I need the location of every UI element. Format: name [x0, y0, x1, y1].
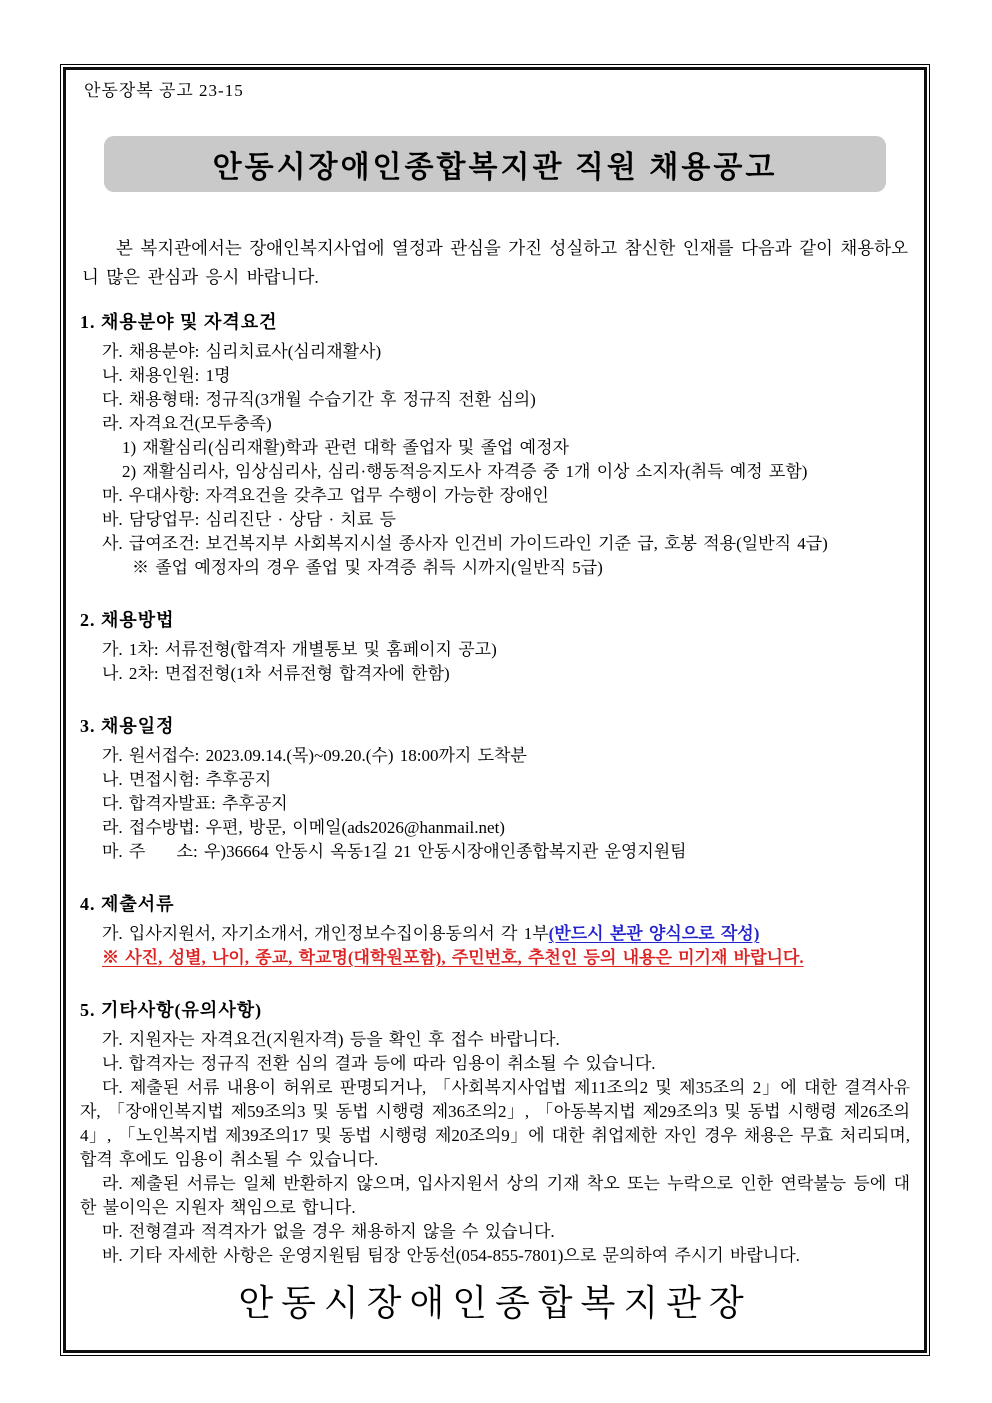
submission-docs-line — [102, 922, 910, 946]
section-recruitment-field — [80, 312, 910, 580]
section-recruitment-method — [80, 610, 910, 686]
section-submission-documents — [80, 894, 910, 970]
list-item-no-return: 라. 제출된 서류는 일체 반환하지 않으며, 입사지원서 상의 기재 착오 또는 누락으로 인한 연락불능 등에 대한 불이익은 지원자 책임으로 합니다. — [80, 1174, 910, 1217]
list-item-contact: 바. 기타 자세한 사항은 운영지원팀 팀장 안동선(054-855-7801)으로 문의하여 주시기 바랍니다. — [102, 1246, 800, 1265]
list-subitem: 1) 재활심리(심리재활)학과 관련 대학 졸업자 및 졸업 예정자 — [122, 438, 569, 457]
page-border — [60, 64, 930, 1356]
list-item: 가. 원서접수: 2023.09.14.(목)~09.20.(수) 18:00까지 도착분 — [102, 746, 527, 765]
list-item: 사. 급여조건: 보건복지부 사회복지시설 종사자 인건비 가이드라인 기준 급, 호봉 적용(일반직 4급) — [102, 534, 828, 553]
list-item-address: 마. 주 소: 우)36664 안동시 옥동1길 21 안동시장애인종합복지관 운영지원팀 — [102, 842, 687, 861]
list-item: 나. 합격자는 정규직 전환 심의 결과 등에 따라 임용이 취소될 수 있습니다. — [102, 1054, 656, 1073]
list-note: ※ 졸업 예정자의 경우 졸업 및 자격증 취득 시까지(일반직 5급) — [132, 558, 603, 577]
section-recruitment-schedule — [80, 716, 910, 864]
list-item: 마. 전형결과 적격자가 없을 경우 채용하지 않을 수 있습니다. — [102, 1222, 555, 1241]
doc-number: 안동장복 공고 23-15 — [84, 81, 244, 100]
section-2-heading: 2. 채용방법 — [80, 610, 175, 630]
section-1-heading: 1. 채용분야 및 자격요건 — [80, 312, 278, 332]
list-item: 라. 자격요건(모두충족) — [102, 414, 272, 433]
list-subitem: 2) 재활심리사, 임상심리사, 심리·행동적응지도사 자격증 중 1개 이상 소지자(취득 예정 포함) — [122, 462, 808, 481]
list-item: 바. 담당업무: 심리진단 · 상담 · 치료 등 — [102, 510, 396, 529]
list-item: 라. 접수방법: 우편, 방문, 이메일(ads2026@hanmail.net) — [102, 818, 505, 837]
intro-paragraph: 본 복지관에서는 장애인복지사업에 열정과 관심을 가진 성실하고 참신한 인재를 다음과 같이 채용하오니 많은 관심과 응시 바랍니다. — [82, 238, 908, 287]
list-item: 나. 면접시험: 추후공지 — [102, 770, 272, 789]
section-other-notes — [80, 1000, 910, 1268]
submission-docs-red-warning: ※ 사진, 성별, 나이, 종교, 학교명(대학원포함), 주민번호, 추천인 등의 내용은 미기재 바랍니다. — [102, 948, 804, 967]
submission-docs-blue-note: (반드시 본관 양식으로 작성) — [548, 924, 760, 943]
list-item: 다. 합격자발표: 추후공지 — [102, 794, 288, 813]
title-box — [104, 136, 886, 192]
page-title: 안동시장애인종합복지관 직원 채용공고 — [212, 151, 778, 184]
list-item: 마. 우대사항: 자격요건을 갖추고 업무 수행이 가능한 장애인 — [102, 486, 549, 505]
page-inner-border — [63, 67, 927, 1353]
list-item-disqualification: 다. 제출된 서류 내용이 허위로 판명되거나, 「사회복지사업법 제11조의2 및 제35조의 2」에 대한 결격사유 자, 「장애인복지법 제59조의3 및 동법 시행령 제36조의2」, 「아동복지법 제29조의3 및 동법 시행령 제26조의4」, 「노인복지법 제39조의17 및 동법 시행령 제20조의9」에 대한 취업제한 자인 경우 채용은 무효 처리되며, 합격 후에도 임용이 취소될 수 있습니다. — [80, 1078, 910, 1169]
section-3-heading: 3. 채용일정 — [80, 716, 175, 736]
list-item: 가. 1차: 서류전형(합격자 개별통보 및 홈페이지 공고) — [102, 640, 497, 659]
list-item: 가. 채용분야: 심리치료사(심리재활사) — [102, 342, 382, 361]
section-5-heading: 5. 기타사항(유의사항) — [80, 1000, 263, 1020]
list-item: 다. 채용형태: 정규직(3개월 수습기간 후 정규직 전환 심의) — [102, 390, 536, 409]
list-item: 나. 채용인원: 1명 — [102, 366, 231, 385]
signature-director: 안동시장애인종합복지관장 — [238, 1283, 752, 1323]
list-item: 나. 2차: 면접전형(1차 서류전형 합격자에 한함) — [102, 664, 450, 683]
section-4-heading: 4. 제출서류 — [80, 894, 175, 914]
submission-docs-text: 가. 입사지원서, 자기소개서, 개인정보수집이용동의서 각 1부 — [102, 924, 549, 943]
list-item: 가. 지원자는 자격요건(지원자격) 등을 확인 후 접수 바랍니다. — [102, 1030, 560, 1049]
